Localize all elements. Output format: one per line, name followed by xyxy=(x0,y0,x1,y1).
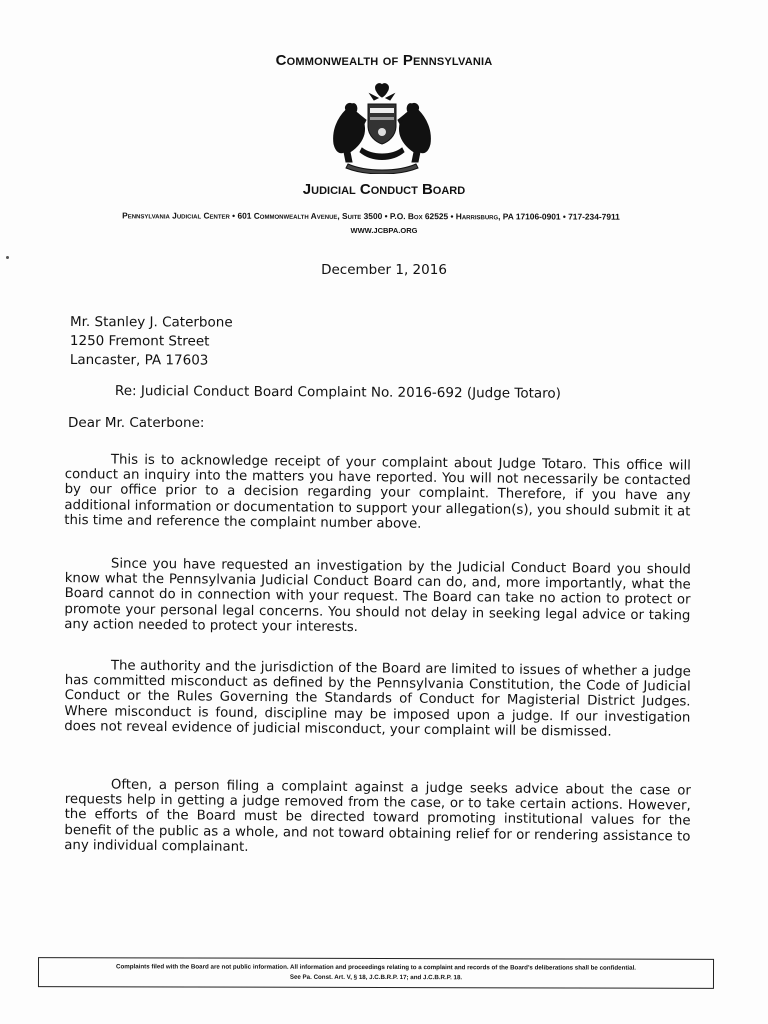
salutation: Dear Mr. Caterbone: xyxy=(68,415,205,431)
confidentiality-notice-line: Complaints filed with the Board are not public information. All information and proceedings relating to a complaint and records of the Board's deliberations shall be confidential. xyxy=(115,963,637,972)
scan-speck xyxy=(6,256,9,259)
recipient-street: 1250 Fremont Street xyxy=(69,332,210,350)
board-address: Pennsylvania Judicial Center • 601 Commonwealth Avenue, Suite 3500 • P.O. Box 62525 • Harrisburg, PA 17106-0901 • 717-234-7911 xyxy=(122,210,620,222)
body-paragraph: Since you have requested an investigation by the Judicial Conduct Board you should know what the Pennsylvania Judicial Conduct Board can do, and, more importantly, what the Board cannot do in connection with your request. The Board can take no action to protect or promote your personal legal concerns. You should not delay in seeking legal advice or taking any action needed to protect your interests. xyxy=(64,556,691,635)
board-name-heading: Judicial Conduct Board xyxy=(302,181,466,198)
board-website: WWW.JCBPA.ORG xyxy=(350,226,418,235)
letter-date: December 1, 2016 xyxy=(321,262,447,278)
recipient-address-block xyxy=(70,313,233,371)
pennsylvania-coat-of-arms-icon xyxy=(326,82,438,174)
body-paragraph: This is to acknowledge receipt of your complaint about Judge Totaro. This office will conduct an inquiry into the matters you have reported. You will not necessarily be contacted by our office prior to a decision regarding your complaint. Therefore, if you have any additional information or documentation to support your allegation(s), you should submit it at this time and reference the complaint number above. xyxy=(64,452,691,532)
reference-line: Re: Judicial Conduct Board Complaint No. 2016-692 (Judge Totaro) xyxy=(114,383,562,402)
recipient-name: Mr. Stanley J. Caterbone xyxy=(69,314,233,331)
commonwealth-heading: Commonwealth of Pennsylvania xyxy=(275,52,493,69)
confidentiality-notice xyxy=(38,957,714,989)
confidentiality-citation: See Pa. Const. Art. V, § 18, J.C.B.R.P. 17; and J.C.B.R.P. 18. xyxy=(289,973,463,982)
body-paragraph: The authority and the jurisdiction of the Board are limited to issues of whether a judge has committed misconduct as defined by the Pennsylvania Constitution, the Code of Judicial Conduct or the Rules Governing the Standards of Conduct for Magisterial District Judges. Where misconduct is found, discipline may be imposed upon a judge. If our investigation does not reveal evidence of judicial misconduct, your complaint will be dismissed. xyxy=(64,658,691,740)
body-paragraph: Often, a person filing a complaint against a judge seeks advice about the case or requests help in getting a judge removed from the case, or to take certain actions. However, the efforts of the Board must be directed toward promoting institutional values for the benefit of the public as a whole, and not toward obtaining relief for or rendering assistance to any individual complainant. xyxy=(64,777,691,855)
recipient-city: Lancaster, PA 17603 xyxy=(69,351,209,369)
